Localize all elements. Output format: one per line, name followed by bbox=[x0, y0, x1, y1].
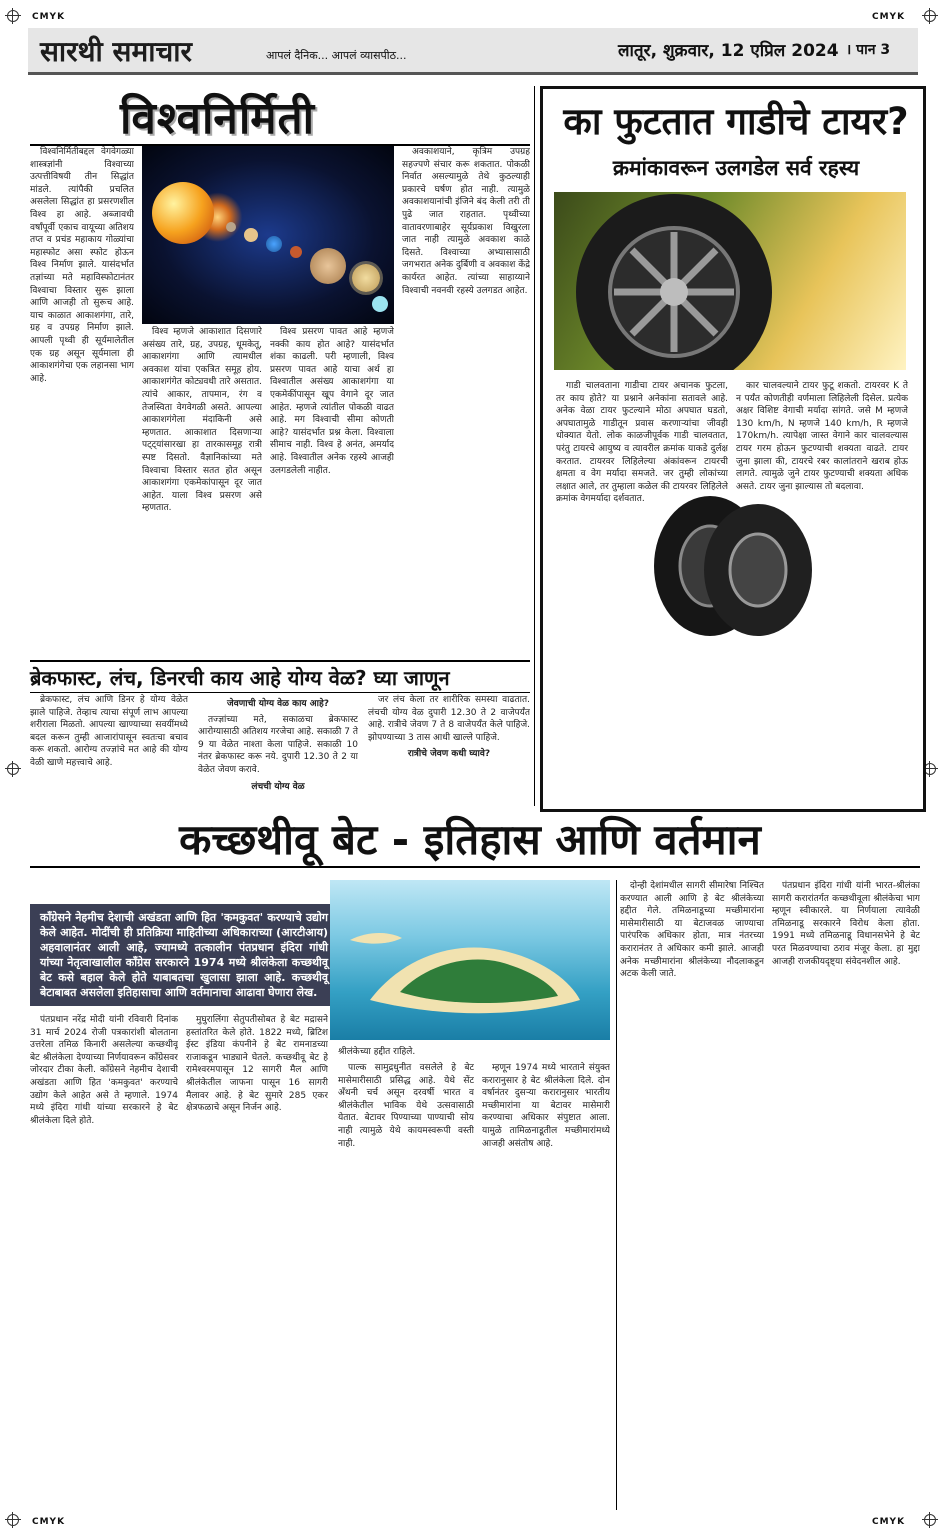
article-column: दोन्ही देशांमधील सागरी सीमारेषा निश्चित करण्यात आली आणि हे बेट श्रीलंकेच्या हद्दीत गेले. तमिळनाडूच्या मच्छीमारांना मासेमारीसाठी या बेटाजवळ जाण्याचा पारंपरिक अधिकार होता, मात्र नंतरच्या करारानंतर ते अधिकार कमी झाले. आजही अनेक मच्छीमारांना श्रीलंकेच्या नौदलाकडून अटक केली जाते. bbox=[620, 881, 764, 980]
article-headline: ब्रेकफास्ट, लंच, डिनरची काय आहे योग्य वेळ? घ्या जाणून bbox=[30, 660, 530, 693]
article-column: अवकाशयाने, कृत्रिम उपग्रह सहज्पणे संचार करू शकतात. पोकळी निर्वात असल्यामुळे तेथे कुठल्याही प्रकारचे घर्षण होत नाही. त्यामुळे अवकाशयानांची इंजिने बंद केली तरी ती पुढे जात राहतात. पृथ्वीच्या वातावरणाबाहेर सूर्यप्रकाश विखुरला जात नाही त्यामुळे अवकाश काळे दिसते. विश्वाच्या अभ्यासासाठी जगभरात अनेक दुर्बिणी व अवकाश केंद्रे कार्यरत आहेत. त्यांच्या साहाय्याने विश्वाची नवनवी रहस्ये उलगडत आहेत. bbox=[402, 147, 530, 296]
island-aerial-image bbox=[330, 880, 610, 1040]
registration-mark-icon bbox=[924, 1514, 936, 1526]
article-column: पाल्क सामुद्रधुनीत वसलेले हे बेट मासेमारीसाठी प्रसिद्ध आहे. येथे सेंट अँथनी चर्च असून दरवर्षी भारत व श्रीलंकेतील भाविक येथे उत्सवासाठी येतात. बेटावर पिण्याच्या पाण्याची सोय नाही त्यामुळे येथे कायमस्वरूपी वस्ती नाही. bbox=[338, 1063, 474, 1149]
article-subhead: लंचची योग्य वेळ bbox=[251, 781, 305, 792]
article-column: विश्व प्रसरण पावत आहे म्हणजे नक्की काय होत आहे? यासंदर्भात शंका काढली. परी म्हणाली, विश्व प्रसरण पावत आहे याचा अर्थ हा विश्वातील असंख्य आकाशगंगा या एकमेकींपासून खूप वेगाने दूर जात आहेत. म्हणजे त्यांतील पोकळी वाढत आहे. मग विश्वाची सीमा कोणती आहे? यासंदर्भात प्रश्न केला. विश्वाला सीमाच नाही. विश्व हे अनंत, अमर्याद आहे. विश्वातील अनेक रहस्ये आजही उलगडलेली नाहीत. bbox=[270, 327, 394, 476]
masthead bbox=[28, 28, 918, 75]
article-subheadline: क्रमांकावरून उलगडेल सर्व रहस्य bbox=[612, 156, 860, 180]
article-headline: का फुटतात गाडीचे टायर? bbox=[563, 100, 909, 143]
article-column: पंतप्रधान इंदिरा गांधी यांनी भारत-श्रीलंका सागरी करारांतर्गत कच्छथीवूला श्रीलंकेचा भाग म्हणून स्वीकारले. या निर्णयाला त्यावेळी तमिळनाडू सरकारने विरोध केला होता. 1991 मध्ये तमिळनाडू विधानसभेने हे बेट परत मिळवण्याचा ठराव मंजूर केला. हा मुद्दा आजही राजकीयदृष्ट्या संवेदनशील आहे. bbox=[772, 881, 920, 967]
article-column: विश्व म्हणजे आकाशात दिसणारे असंख्य तारे, ग्रह, उपग्रह, धूमकेतू, आकाशगंगा आणि त्यामधील अवकाश यांचा एकत्रित समूह होय. आकाशगंगेत कोट्यवधी तारे असतात. त्यांचे आकार, तापमान, रंग व तेजस्विता वेगवेगळी असते. आपल्या आकाशगंगेला मंदाकिनी असे म्हणतात. आकाशात दिसणाऱ्या पट्ट्यांसारखा हा तारकासमूह रात्री स्पष्ट दिसतो. वैज्ञानिकांच्या मते विश्वाचा विस्तार सतत होत असून आकाशगंगा एकमेकांपासून दूर जात आहेत. याला विश्व प्रसरण असे म्हणतात. bbox=[142, 327, 262, 514]
article-subhead: रात्रीचे जेवण कधी घ्यावे? bbox=[407, 749, 491, 760]
image-caption: श्रीलंकेच्या हद्दीत राहिले. bbox=[338, 1047, 416, 1057]
article-headline: कच्छथीवू बेट - इतिहास आणि वर्तमान bbox=[179, 815, 761, 864]
article-subhead: जेवणाची योग्य वेळ काय आहे? bbox=[227, 699, 329, 709]
article-column: विश्वनिर्मितीबद्दल वेगवेगळ्या शास्त्रज्ञांनी विश्वाच्या उत्पत्तीविषयी तीन सिद्धांत मांडले. त्यांपैकी प्रचलित असलेला सिद्धांत हा प्रसरणशील विश्व हा आहे. अब्जावधी वर्षांपूर्वी एकाच वायूच्या अतिशय तप्त व प्रचंड महाकाय गोळ्यांचा महास्फोट असा स्फोट होऊन विश्व निर्माण झाले. यासंदर्भात तज्ञांच्या मते महाविस्फोटानंतर विश्वाचा विस्तार सुरू झाला आणि आजही तो सुरूच आहे. याच काळात आकाशगंगा, तारे, ग्रह व उपग्रह निर्माण झाले. आपली पृथ्वी ही सूर्यमालेतील एक ग्रह असून सूर्यमाला ही आकाशगंगेचा एक लहानसा भाग आहे. bbox=[30, 147, 134, 384]
registration-mark-icon bbox=[7, 1514, 19, 1526]
registration-mark-icon bbox=[7, 763, 19, 775]
cmyk-mark: CMYK bbox=[872, 12, 906, 22]
article-column: पंतप्रधान नरेंद्र मोदी यांनी रविवारी दिनांक 31 मार्च 2024 रोजी पत्रकारांशी बोलताना उत्तरेला तमिळ किनारी असलेल्या कच्छथीवू बेट श्रीलंकेला देण्याच्या निर्णयावरून काँग्रेसवर जोरदार टीका केली. कॉंग्रेसने नेहमीच देशाची अखंडता आणि हित 'कमकुवत' करण्याचे उद्योग केले आहेत असे ते म्हणाले. 1974 मध्ये इंदिरा गांधी यांच्या सरकारने हे बेट श्रीलंकेला दिले होते. bbox=[30, 1015, 178, 1126]
article-column: जेवणाची योग्य वेळ काय आहे? तज्ज्ञांच्या मते, सकाळचा ब्रेकफास्ट आरोग्यासाठी अतिशय गरजेचा आहे. सकाळी 7 ते 9 या वेळेत नाश्ता केला पाहिजे. सकाळी 10 नंतर ब्रेकफास्ट करू नये. दुपारी 12.30 ते 2 या वेळेत जेवण करावे. लंचची योग्य वेळ bbox=[198, 699, 358, 792]
newspaper-title: सारथी समाचार bbox=[40, 35, 192, 68]
article-column: गाडी चालवताना गाडीचा टायर अचानक फुटला, तर काय होते? या प्रश्नाने अनेकांना सतावले आहे. अनेक वेळा टायर फुटल्याने मोठा अपघात घडतो, अपघातामुळे गाडीतून प्रवास करणाऱ्यांचा जीवही धोक्यात येतो. लोक काळजीपूर्वक गाडी चालवतात, परंतु टायरचे आयुष्य व त्यावरील क्रमांक याकडे दुर्लक्ष करतात. टायरवर लिहिलेल्या अंकांवरून टायरची क्षमता व वेग मर्यादा समजते. जर तुम्ही लोकांच्या लक्षात आले, तर तुम्हाला कळेल की टायरवर लिहिलेले क्रमांक वेगमर्यादा दर्शवतात. bbox=[556, 381, 728, 505]
cmyk-mark: CMYK bbox=[32, 1517, 66, 1527]
registration-mark-icon bbox=[924, 10, 936, 22]
registration-mark-icon bbox=[7, 10, 19, 22]
article-intro-box: कॉंग्रेसने नेहमीच देशाची अखंडता आणि हित 'कमकुवत' करण्याचे उद्योग केले आहेत. मोदींची ही प्रतिक्रिया माहितीच्या अधिकाराच्या (आरटीआय) अहवालानंतर आली आहे, ज्यामध्ये तत्कालीन पंतप्रधान इंदिरा गांधी यांच्या नेतृत्वाखालील काँग्रेस सरकारने 1974 मध्ये श्रीलंकेला कच्छथीवू बेट कसे बहाल केले होते याबाबतचा खुलासा झाला आहे. कच्छथीवू बेटाबाबत असलेला इतिहासाचा आणि वर्तमानाचा आढावा घेणारा लेख. bbox=[30, 904, 338, 1006]
article-column: म्हणून 1974 मध्ये भारताने संयुक्त करारानुसार हे बेट श्रीलंकेला दिले. दोन वर्षानंतर दुसऱ्या करारानुसार भारतीय मच्छीमारांना या बेटावर मासेमारी करण्याचा अधिकार संपुष्टात आला. यामुळे तामिळनाडूतील मच्छीमारांमध्ये आजही असंतोष आहे. bbox=[482, 1063, 610, 1149]
issue-date: लातूर, शुक्रवार, 12 एप्रिल 2024 bbox=[618, 41, 839, 61]
solar-system-image bbox=[142, 146, 394, 324]
column-divider bbox=[616, 880, 617, 1510]
section-rule bbox=[30, 866, 920, 868]
page-number: । पान 3 bbox=[846, 42, 891, 58]
article-column: कार चालवल्याने टायर फुटू शकतो. टायरवर K ते न पर्यंत कोणतीही वर्णमाला लिहिलेली दिसेल. प्रत्येक अक्षर विशिष्ट वेगाची मर्यादा सांगते. जसे M म्हणजे 130 km/h, N म्हणजे 140 km/h, R म्हणजे 170km/h. त्यापेक्षा जास्त वेगाने कार चालवल्यास टायर गरम होऊन फुटण्याची शक्यता वाढते. टायर जुना झाला की, टायरचे रबर कालांतराने खराब होऊ लागते. त्यामुळे जुने टायर फुटण्याची शक्यता अधिक असते. टायर जुना झाल्यास तो बदलावा. bbox=[736, 381, 908, 492]
article-column: मुघुरालिंगा सेतुपतीसोबत हे बेट मद्रासने हस्तांतरित केले होते. 1822 मध्ये, ब्रिटिश ईस्ट इंडिया कंपनीने हे बेट रामनाडच्या राजाकडून भाड्याने घेतले. कच्छथीवू बेट हे रामेश्वरमपासून 12 सागरी मैल आणि श्रीलंकेतील जाफना पासून 16 सागरी मैलावर आहे. हे बेट सुमारे 285 एकर क्षेत्रफळाचे असून निर्जन आहे. bbox=[186, 1015, 328, 1114]
article-headline: विश्वनिर्मिती bbox=[120, 93, 316, 144]
tagline: आपलं दैनिक... आपलं व्यासपीठ... bbox=[266, 49, 407, 62]
cmyk-mark: CMYK bbox=[32, 12, 66, 22]
car-tyre-image bbox=[554, 192, 906, 370]
cmyk-mark: CMYK bbox=[872, 1517, 906, 1527]
article-column: ब्रेकफास्ट, लंच आणि डिनर हे योग्य वेळेत झाले पाहिजे. तेव्हाच त्याचा संपूर्ण लाभ आपल्या शरीराला मिळतो. आपल्या खाण्याच्या सवयींमध्ये बदल करून तुम्ही आजारांपासून स्वतःचा बचाव करू शकतो. आरोग्य तज्ज्ञांचे मत आहे की योग्य वेळी खाणे महत्त्वाचे आहे. bbox=[30, 695, 188, 768]
article-column: जर लंच केला तर शारीरिक समस्या वाढतात. लंचची योग्य वेळ दुपारी 12.30 ते 2 वाजेपर्यंत आहे. रात्रीचे जेवण 7 ते 8 वाजेपर्यंत केले पाहिजे. झोपण्याच्या 3 तास आधी खाल्ले पाहिजे. रात्रीचे जेवण कधी घ्यावे? bbox=[368, 695, 530, 760]
column-divider bbox=[534, 86, 535, 806]
